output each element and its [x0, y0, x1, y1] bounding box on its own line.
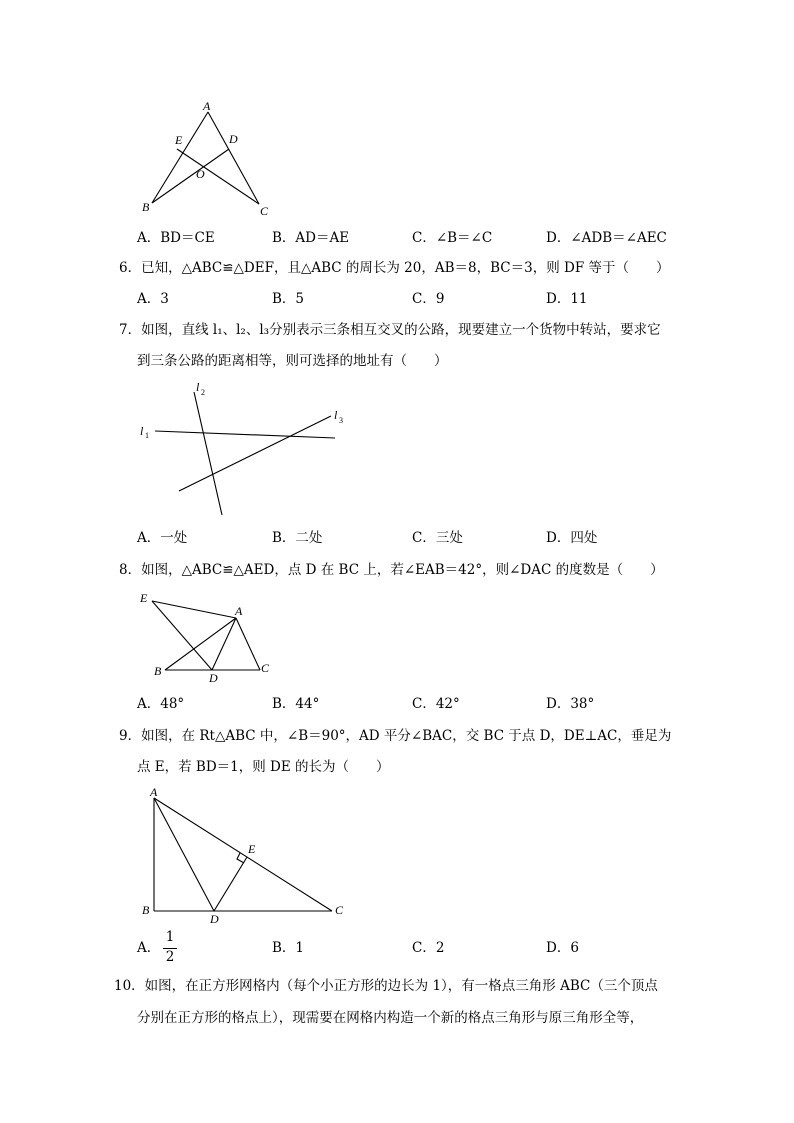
q7-label-l3: l	[334, 408, 338, 422]
q5-option-b: B．AD＝AE	[272, 230, 350, 246]
q8-label-e: E	[140, 591, 148, 605]
q6-option-a: A．3	[137, 291, 169, 307]
q9-label-c: C	[335, 903, 344, 917]
q8-label-a: A	[235, 604, 243, 618]
q8-line-ad	[212, 618, 236, 670]
q6-option-b: B．5	[272, 291, 305, 307]
q8-label-b: B	[154, 664, 162, 678]
q6-option-d: D．11	[546, 291, 588, 307]
q7-label-l1: l	[140, 424, 144, 438]
q7-question-line1: 7．如图，直线 l₁、l₂、l₃分别表示三条相互交叉的公路，现要建立一个货物中转站，要求它	[119, 322, 661, 338]
q9-label-a: A	[150, 785, 158, 799]
q9-option-c: C．2	[412, 940, 445, 956]
q9-option-d: D．6	[546, 940, 579, 956]
q5-option-c: C．∠B＝∠C	[412, 230, 493, 246]
q8-option-c: C．42°	[412, 696, 460, 712]
q9-line-ac	[154, 798, 332, 911]
q5-label-a: A	[203, 99, 211, 113]
q7-option-d: D．四处	[546, 530, 598, 546]
q9-line-de	[214, 857, 247, 911]
q9-option-b: B．1	[272, 940, 305, 956]
q7-figure	[135, 378, 350, 523]
q8-label-c: C	[261, 661, 270, 675]
q5-option-d: D．∠ADB＝∠AEC	[546, 230, 667, 246]
q7-label-l2-sub: 2	[201, 388, 205, 397]
q5-label-o: O	[196, 167, 205, 181]
q5-label-b: B	[142, 200, 150, 214]
q7-line-l2	[194, 392, 222, 515]
q7-question-line2: 到三条公路的距离相等，则可选择的地址有（ ）	[137, 353, 448, 369]
q8-option-b: B．44°	[272, 696, 320, 712]
q8-question: 8．如图，△ABC≌△AED，点 D 在 BC 上，若∠EAB＝42°，则∠DAC 的度数是（ ）	[119, 562, 664, 578]
q7-option-c: C．三处	[412, 530, 463, 546]
q9-option-a-prefix: A．	[137, 940, 161, 956]
q5-line-ab	[152, 112, 208, 203]
q7-option-a: A．一处	[137, 530, 188, 546]
q7-label-l3-sub: 3	[339, 416, 343, 425]
q9-label-b: B	[142, 903, 150, 917]
q7-label-l1-sub: 1	[145, 431, 149, 440]
q8-option-d: D．38°	[546, 696, 595, 712]
q9-option-a-numerator: 1	[165, 929, 175, 945]
q5-option-a: A．BD＝CE	[137, 230, 215, 246]
q9-label-d: D	[210, 912, 219, 925]
q8-figure	[135, 585, 285, 690]
q8-option-a: A．48°	[137, 696, 185, 712]
q10-question-line2: 分别在正方形的格点上），现需要在网格内构造一个新的格点三角形与原三角形全等，	[137, 1010, 644, 1026]
q9-figure	[135, 780, 355, 925]
q7-line-l1	[155, 431, 335, 438]
q10-question-line1: 10．如图，在正方形网格内（每个小正方形的边长为 1），有一格点三角形 ABC（三个顶点	[114, 978, 658, 994]
q6-question: 6．已知，△ABC≌△DEF，且△ABC 的周长为 20，AB＝8，BC＝3，则 DF 等于（ ）	[119, 260, 670, 276]
q8-label-d: D	[209, 671, 218, 685]
q5-figure	[130, 98, 280, 223]
q5-label-e: E	[175, 133, 183, 147]
q9-line-ad	[154, 798, 214, 911]
q9-option-a-denominator: 2	[165, 949, 175, 965]
q7-label-l2: l	[196, 380, 200, 394]
q9-label-e: E	[248, 842, 256, 856]
q5-label-d: D	[229, 132, 238, 146]
q7-option-b: B．二处	[272, 530, 323, 546]
q9-question-line1: 9．如图，在 Rt△ABC 中，∠B＝90°，AD 平分∠BAC，交 BC 于点 D，DE⊥AC，垂足为	[119, 728, 672, 744]
q5-label-c: C	[260, 204, 269, 218]
q8-line-ac	[236, 618, 260, 670]
q6-option-c: C．9	[412, 291, 445, 307]
q9-question-line2: 点 E，若 BD＝1，则 DE 的长为（ ）	[137, 759, 390, 775]
q8-line-ba	[165, 618, 236, 670]
